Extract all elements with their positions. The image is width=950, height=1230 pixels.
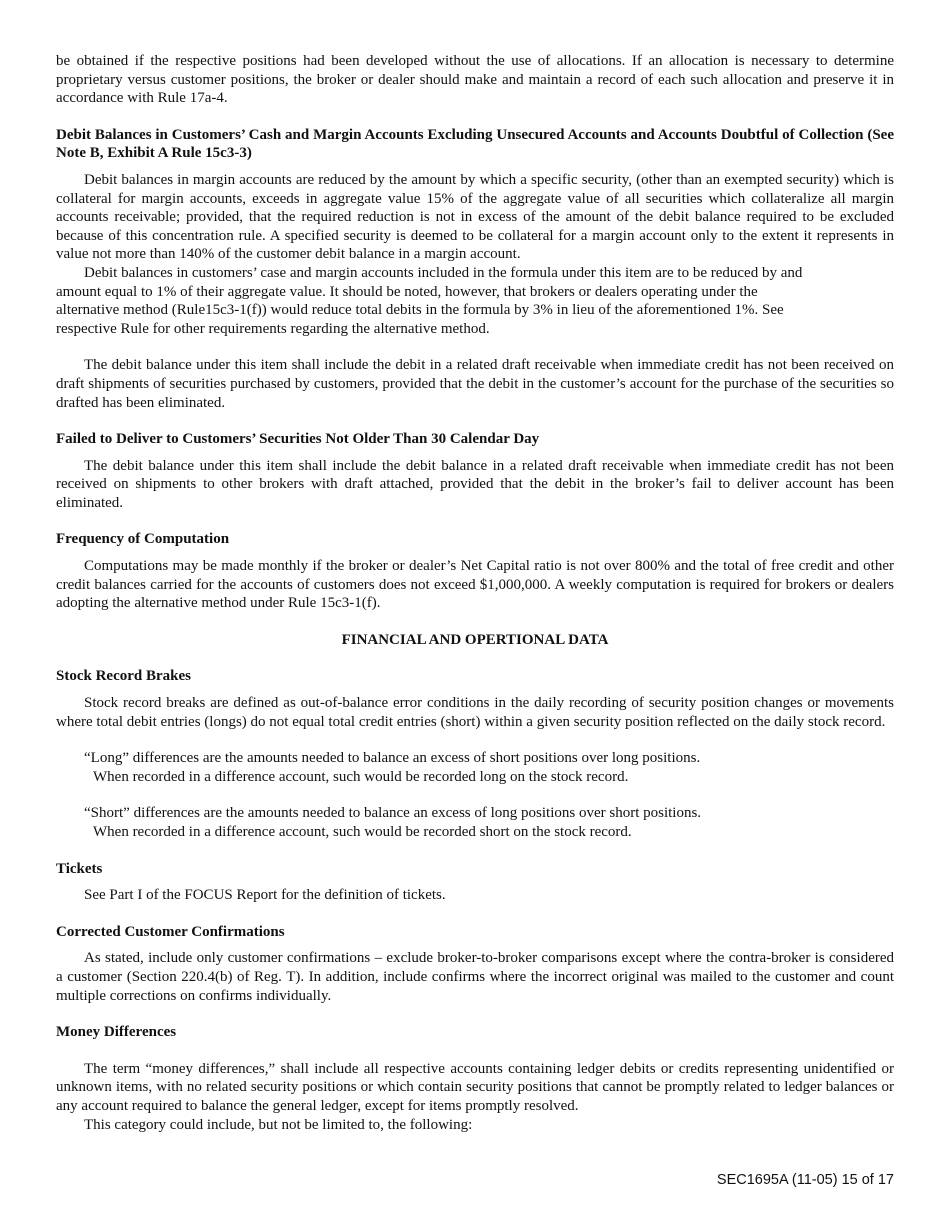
- debit-balances-paragraph-2-line-3: alternative method (Rule15c3-1(f)) would reduce total debits in the formula by 3% in lieu of the aforementioned 1%. See: [56, 302, 784, 319]
- debit-balances-paragraph-2-line-2: amount equal to 1% of their aggregate value. It should be noted, however, that brokers or dealers operating under the: [56, 283, 758, 300]
- stock-record-paragraph: Stock record breaks are defined as out-of-balance error conditions in the daily recording of security position changes or movements where total debit entries (longs) do not equal total credit entries (short) within a given security position reflected on the daily stock record.: [56, 695, 894, 730]
- money-differences-paragraph-1: The term “money differences,” shall include all respective accounts containing ledger debits or credits representing unidentified or unknown items, with no related security positions or which contain security positions that cannot be promptly related to ledger balances or any account required to balance the general ledger, except for items promptly resolved.: [56, 1060, 894, 1114]
- frequency-paragraph: Computations may be made monthly if the broker or dealer’s Net Capital ratio is not over 800% and the total of free credit and other credit balances carried for the accounts of customers does not exceed $1,000,000. A weekly computation is required for brokers or dealers adopting the alternative method under Rule 15c3-1(f).: [56, 558, 894, 612]
- short-differences-line-2: When recorded in a difference account, such would be recorded short on the stock record.: [93, 824, 632, 840]
- short-differences-line-1: “Short” differences are the amounts needed to balance an excess of long positions over short positions.: [84, 805, 702, 822]
- long-differences-line-1: “Long” differences are the amounts needed to balance an excess of short positions over long positions.: [84, 750, 701, 767]
- debit-balances-paragraph-3: The debit balance under this item shall include the debit in a related draft receivable when immediate credit has not been received on draft shipments of securities purchased by customers, provided that the debit in the customer’s account for the purchase of the securities so drafted has been eliminated.: [56, 357, 894, 411]
- page-footer: SEC1695A (11-05) 15 of 17: [716, 1172, 894, 1188]
- frequency-heading: Frequency of Computation: [56, 531, 230, 548]
- debit-balances-paragraph-2-line-4: respective Rule for other requirements regarding the alternative method.: [56, 320, 490, 337]
- debit-balances-paragraph-2: [56, 264, 894, 338]
- tickets-heading: Tickets: [56, 860, 103, 877]
- failed-to-deliver-paragraph: The debit balance under this item shall include the debit balance in a related draft receivable when immediate credit has not been received on shipments to other brokers with draft attached, provided that the debit in the broker’s fail to deliver account has been eliminated.: [56, 457, 894, 511]
- intro-paragraph: be obtained if the respective positions had been developed without the use of allocations. If an allocation is necessary to determine proprietary versus customer positions, the broker or dealer should make and maintain a record of each such allocation and preserve it in accordance with Rule 17a-4.: [56, 53, 894, 107]
- failed-to-deliver-heading: Failed to Deliver to Customers’ Securities Not Older Than 30 Calendar Day: [56, 431, 540, 448]
- short-differences-note: [84, 804, 894, 841]
- debit-balances-paragraph-2-line-1: Debit balances in customers’ case and margin accounts included in the formula under this item are to be reduced by and: [84, 264, 803, 281]
- long-differences-line-2: When recorded in a difference account, such would be recorded long on the stock record.: [93, 768, 629, 785]
- money-differences-heading: Money Differences: [56, 1024, 177, 1041]
- tickets-paragraph: See Part I of the FOCUS Report for the definition of tickets.: [84, 887, 446, 904]
- debit-balances-heading: Debit Balances in Customers’ Cash and Margin Accounts Excluding Unsecured Accounts and Accounts Doubtful of Collection (See Note B, Exhibit A Rule 15c3-3): [56, 126, 894, 162]
- section-title: FINANCIAL AND OPERTIONAL DATA: [341, 631, 609, 648]
- corrected-confirmations-paragraph: As stated, include only customer confirmations – exclude broker-to-broker comparisons except where the contra-broker is considered a customer (Section 220.4(b) of Reg. T). In addition, include confirms where the incorrect original was mailed to the customer and count multiple corrections on confirms individually.: [56, 950, 894, 1004]
- debit-balances-paragraph-1: Debit balances in margin accounts are reduced by the amount by which a specific security, (other than an exempted security) which is collateral for margin accounts, exceeds in aggregate value 15% of the aggregate value of all securities which collateralize all margin accounts receivable; provided, that the required reduction is not in excess of the amount of the debit balance required to be excluded because of this concentration rule. A specified security is deemed to be collateral for a margin account only to the extent it represents in value not more than 140% of the customer debit balance in a margin account.: [56, 171, 894, 263]
- stock-record-heading: Stock Record Brakes: [56, 668, 191, 685]
- long-differences-note: [84, 749, 894, 786]
- money-differences-paragraph-2: This category could include, but not be limited to, the following:: [84, 1116, 473, 1133]
- document-page: [56, 52, 894, 1134]
- corrected-confirmations-heading: Corrected Customer Confirmations: [56, 923, 285, 940]
